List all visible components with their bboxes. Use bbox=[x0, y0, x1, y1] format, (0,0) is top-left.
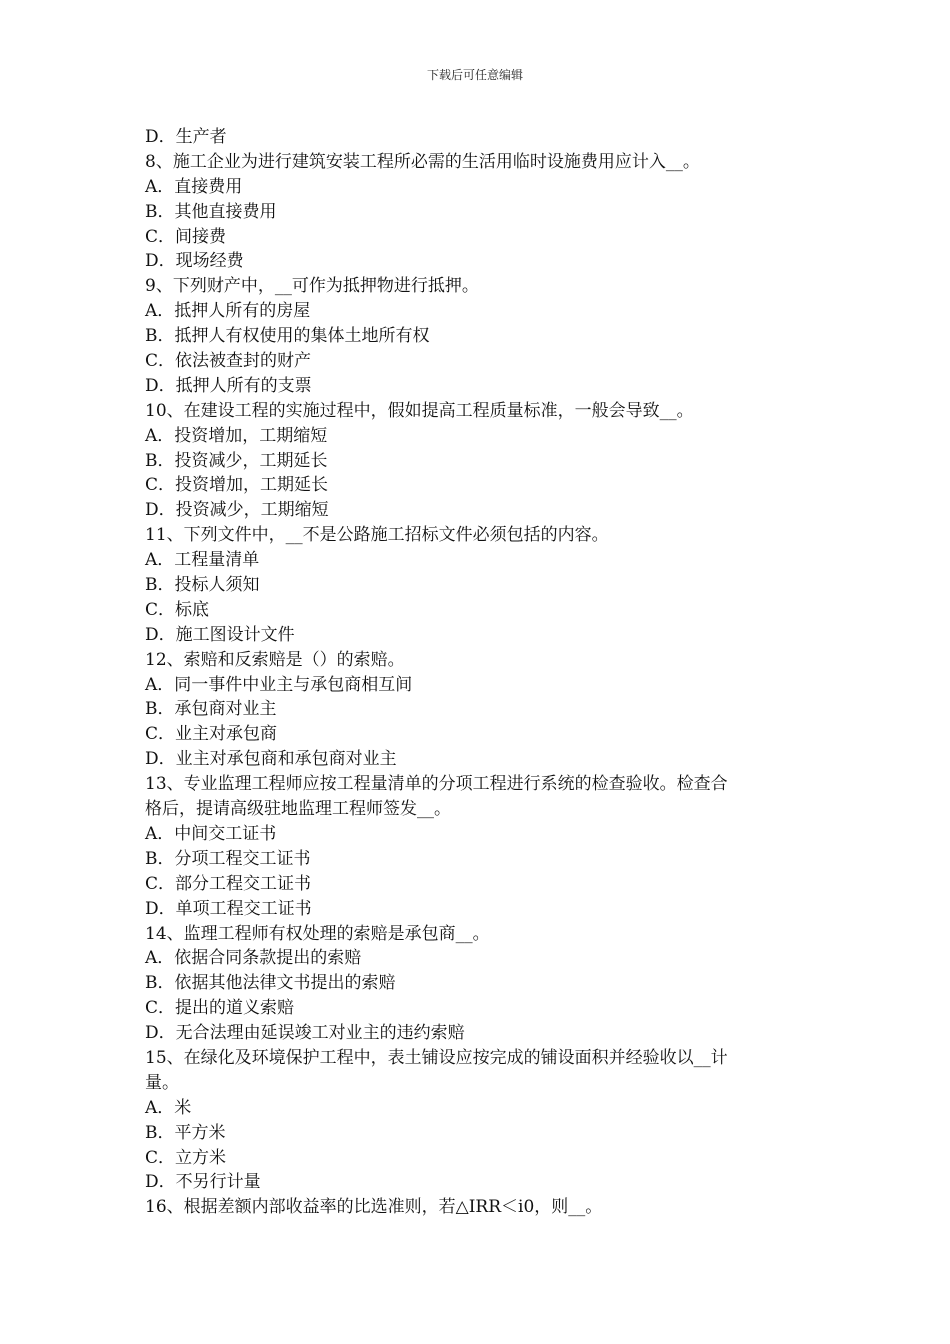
text-line: D．生产者 bbox=[145, 127, 227, 147]
text-line: C．立方米 bbox=[145, 1147, 227, 1168]
text-line: 12、索赔和反索赔是（）的索赔。 bbox=[145, 649, 405, 670]
text-line: 8、施工企业为进行建筑安装工程所必需的生活用临时设施费用应计入__。 bbox=[145, 151, 700, 172]
document-body bbox=[145, 125, 810, 1220]
text-line: C．业主对承包商 bbox=[145, 724, 278, 745]
text-line: 9、下列财产中，__可作为抵押物进行抵押。 bbox=[145, 276, 479, 297]
text-line: A．工程量清单 bbox=[145, 550, 260, 571]
text-line: 格后，提请高级驻地监理工程师签发__。 bbox=[145, 799, 451, 820]
text-line: D．业主对承包商和承包商对业主 bbox=[145, 749, 397, 770]
text-line: C．提出的道义索赔 bbox=[145, 998, 295, 1019]
text-line: B．平方米 bbox=[145, 1122, 226, 1143]
text-line: D．施工图设计文件 bbox=[145, 624, 295, 645]
text-line: C．投资增加，工期延长 bbox=[145, 475, 329, 496]
text-line: D．投资减少，工期缩短 bbox=[145, 500, 329, 521]
text-line: B．承包商对业主 bbox=[145, 699, 277, 720]
text-line: B．其他直接费用 bbox=[145, 201, 277, 222]
page-header-note: 下载后可任意编辑 bbox=[426, 68, 523, 82]
text-line: B．依据其他法律文书提出的索赔 bbox=[145, 973, 396, 994]
text-line: D．抵押人所有的支票 bbox=[145, 375, 312, 396]
text-line: 14、监理工程师有权处理的索赔是承包商__。 bbox=[145, 923, 490, 944]
text-line: D．不另行计量 bbox=[145, 1172, 261, 1193]
text-line: D．无合法理由延误竣工对业主的违约索赔 bbox=[145, 1023, 465, 1044]
text-line: B．投标人须知 bbox=[145, 575, 260, 596]
text-line: D．现场经费 bbox=[145, 251, 244, 272]
text-line: B．抵押人有权使用的集体土地所有权 bbox=[145, 326, 430, 347]
text-line: D．单项工程交工证书 bbox=[145, 898, 312, 919]
text-line: A．同一事件中业主与承包商相互间 bbox=[145, 674, 413, 695]
text-line: A．直接费用 bbox=[145, 176, 243, 197]
text-line: 11、下列文件中，__不是公路施工招标文件必须包括的内容。 bbox=[145, 525, 609, 546]
text-line: A．中间交工证书 bbox=[145, 823, 277, 844]
text-line: C．间接费 bbox=[145, 226, 227, 247]
text-line: A．投资增加，工期缩短 bbox=[145, 425, 328, 446]
text-line: C．部分工程交工证书 bbox=[145, 873, 312, 894]
text-line: B．分项工程交工证书 bbox=[145, 848, 311, 869]
text-line: A．抵押人所有的房屋 bbox=[145, 301, 311, 322]
text-line: A．依据合同条款提出的索赔 bbox=[145, 948, 362, 969]
text-line: 16、根据差额内部收益率的比选准则，若△IRR＜i0，则__。 bbox=[145, 1197, 603, 1218]
text-line: A．米 bbox=[145, 1097, 192, 1118]
text-line: C．标底 bbox=[145, 599, 210, 620]
text-line: 15、在绿化及环境保护工程中，表土铺设应按完成的铺设面积并经验收以__计 bbox=[145, 1047, 728, 1068]
text-line: 量。 bbox=[145, 1072, 179, 1093]
text-line: B．投资减少，工期延长 bbox=[145, 450, 328, 471]
text-line: 13、专业监理工程师应按工程量清单的分项工程进行系统的检查验收。检查合 bbox=[145, 774, 728, 795]
text-line: C．依法被查封的财产 bbox=[145, 351, 312, 372]
text-line: 10、在建设工程的实施过程中，假如提高工程质量标准，一般会导致__。 bbox=[145, 400, 694, 421]
